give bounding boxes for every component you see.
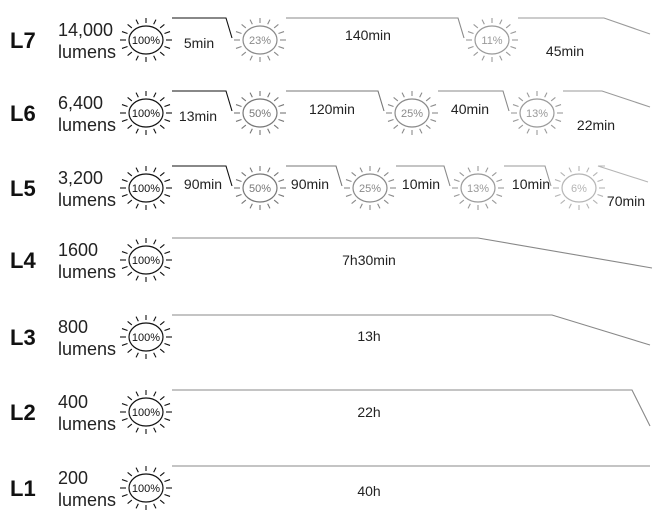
duration-label: 70min <box>606 193 646 209</box>
percent-label: 11% <box>481 35 503 47</box>
duration-label: 13h <box>357 328 381 344</box>
duration-label: 22h <box>357 404 381 420</box>
duration-label: 90min <box>290 176 330 192</box>
percent-label: 50% <box>248 183 272 195</box>
lumens-value: 1600 <box>58 240 99 260</box>
duration-label: 5min <box>183 35 215 51</box>
level-label: L1 <box>10 476 36 501</box>
percent-label: 100% <box>131 108 161 120</box>
sun-icon <box>120 238 172 282</box>
duration-label: 120min <box>309 101 355 117</box>
sun-icon <box>234 18 286 62</box>
sun-icon <box>452 166 504 210</box>
lumens-unit: lumens <box>58 414 117 434</box>
percent-label: 100% <box>131 183 161 195</box>
lumens-unit: lumens <box>58 262 117 282</box>
lumens-value: 800 <box>58 317 89 337</box>
sun-icon <box>553 166 605 210</box>
duration-label: 90min <box>183 176 223 192</box>
runtime-segment <box>172 390 650 426</box>
duration-label: 10min <box>401 176 441 192</box>
duration-label: 140min <box>345 27 391 43</box>
duration-label: 45min <box>545 43 585 59</box>
sun-icon <box>120 91 172 135</box>
percent-label: 23% <box>248 35 272 47</box>
percent-label: 100% <box>131 483 161 495</box>
duration-label: 40min <box>450 101 490 117</box>
lumens-unit: lumens <box>58 115 117 135</box>
percent-label: 25% <box>358 183 382 195</box>
duration-label: 40h <box>357 483 381 499</box>
lumens-value: 3,200 <box>58 168 104 188</box>
lumens-value: 6,400 <box>58 93 104 113</box>
sun-icon <box>511 91 563 135</box>
lumens-value: 400 <box>58 392 89 412</box>
lumens-value: 14,000 <box>58 20 114 40</box>
sun-icon <box>120 390 172 434</box>
sun-icon <box>234 91 286 135</box>
duration-label: 7h30min <box>342 252 396 268</box>
runtime-segment <box>172 315 650 345</box>
runtime-segment <box>563 91 650 107</box>
percent-label: 100% <box>131 407 161 419</box>
sun-icon <box>386 91 438 135</box>
sun-icon <box>120 466 172 510</box>
sun-icon <box>120 166 172 210</box>
lumens-unit: lumens <box>58 490 117 510</box>
sun-icon <box>234 166 286 210</box>
level-label: L4 <box>10 248 36 273</box>
percent-label: 100% <box>131 332 161 344</box>
runtime-segment <box>598 166 648 182</box>
level-label: L7 <box>10 28 36 53</box>
percent-label: 50% <box>248 108 272 120</box>
sun-icon <box>344 166 396 210</box>
runtime-segment <box>172 238 652 268</box>
level-label: L2 <box>10 400 36 425</box>
sun-icon <box>120 315 172 359</box>
percent-label: 100% <box>131 255 161 267</box>
percent-label: 25% <box>400 108 424 120</box>
sun-icon <box>120 18 172 62</box>
lumens-unit: lumens <box>58 190 117 210</box>
lumens-value: 200 <box>58 468 89 488</box>
lumens-unit: lumens <box>58 339 117 359</box>
percent-label: 13% <box>466 183 490 195</box>
runtime-segment <box>518 18 650 34</box>
percent-label: 100% <box>131 35 161 47</box>
duration-label: 10min <box>511 176 551 192</box>
level-label: L3 <box>10 325 36 350</box>
sun-icon <box>466 18 518 62</box>
percent-label: 13% <box>525 108 549 120</box>
level-label: L6 <box>10 101 36 126</box>
lumens-unit: lumens <box>58 42 117 62</box>
duration-label: 13min <box>178 108 218 124</box>
percent-label: 6% <box>571 183 587 195</box>
level-label: L5 <box>10 176 36 201</box>
duration-label: 22min <box>576 117 616 133</box>
